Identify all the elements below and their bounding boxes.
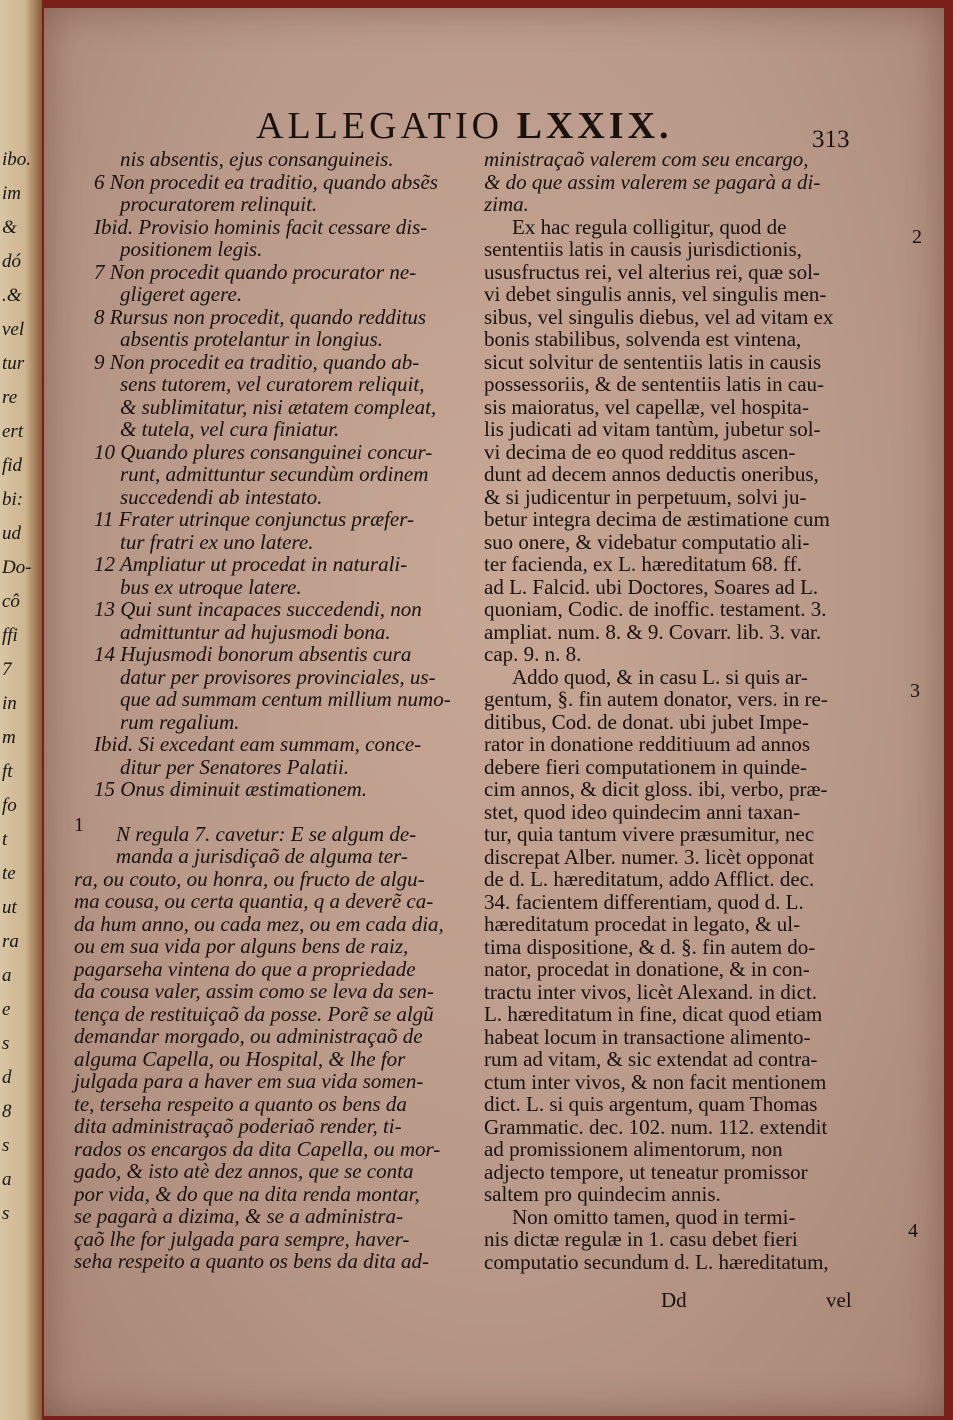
margin-number-3: 3 (910, 680, 920, 702)
text-line: L. hæreditatum in fine, dicat quod etiam (484, 1002, 823, 1026)
text-line: de d. L. hæreditatum, addo Afflict. dec. (484, 867, 815, 891)
left-column (74, 148, 474, 1273)
text-line: que ad summam centum millium numo- (120, 687, 451, 711)
text-line (74, 801, 474, 823)
page-number: 313 (812, 126, 850, 153)
text-line: Addo quod, & in casu L. si quis ar- (512, 664, 808, 689)
text-line: saltem pro quindecim annis. (484, 1182, 721, 1206)
text-line: da hum anno, ou cada mez, ou em cada dia, (74, 911, 444, 936)
text-line: discrepat Alber. numer. 3. licèt opponat (484, 844, 815, 869)
text-line: suo onere, & videbatur computatio ali- (484, 529, 810, 554)
text-line: se pagarà a dizima, & se a administra- (74, 1204, 404, 1228)
gutter-fragment: s (2, 1135, 10, 1156)
text-line: rator in donatione redditiuum ad annos (484, 732, 811, 756)
text-line: N regula 7. cavetur: E se algum de- (116, 821, 417, 846)
text-line: te, terseha respeito a quanto os bens da (74, 1091, 407, 1116)
text-line: cap. 9. n. 8. (484, 642, 582, 666)
gutter-fragment: ibo. (2, 149, 32, 170)
gutter-fragment: te (2, 863, 16, 884)
text-line: admittuntur ad hujusmodi bona. (120, 619, 391, 644)
margin-number-4: 4 (908, 1220, 918, 1242)
gutter-fragment: bi: (2, 489, 24, 510)
text-line: vi decima de eo quod redditus ascen- (484, 439, 796, 464)
gutter-fragment: cô (2, 591, 20, 612)
text-line: tima dispositione, & d. §. fin autem do- (484, 934, 816, 959)
text-line: lis judicati ad vitam tantùm, jubetur sol- (484, 417, 821, 441)
gutter-fragment: fo (2, 795, 17, 816)
text-line: cim annos, & dicit gloss. ibi, verbo, præ- (484, 777, 828, 801)
gutter-fragment: & (2, 217, 17, 238)
text-line: Non omitto tamen, quod in termi- (512, 1204, 796, 1229)
gutter-fragment: s (2, 1203, 10, 1224)
text-line: computatio secundum d. L. hæreditatum, (484, 1249, 829, 1274)
gutter-fragment: s (2, 1033, 10, 1054)
text-line: & sublimitatur, nisi ætatem compleat, (120, 394, 437, 419)
text-line: sententiis latis in causis jurisdictionis, (484, 237, 802, 261)
text-line: positionem legis. (120, 237, 263, 261)
text-line: 15 Onus diminuit æstimationem. (94, 777, 368, 801)
margin-number-1: 1 (74, 814, 84, 836)
text-line: alguma Capella, ou Hospital, & lhe for (74, 1046, 406, 1071)
catchword: vel (826, 1288, 852, 1312)
text-line: debere fieri computationem in quinde- (484, 754, 808, 779)
text-line: demandar morgado, ou administraçaõ de (74, 1024, 423, 1048)
gutter-fragment: a (2, 1169, 12, 1190)
text-line: por vida, & do que na dita renda montar, (74, 1181, 420, 1206)
text-line: 12 Ampliatur ut procedat in naturali- (94, 552, 408, 576)
text-line: vi debet singulis annis, vel singulis men- (484, 282, 827, 306)
text-line: ad promissionem alimentorum, non (484, 1137, 783, 1161)
text-line: ma cousa, ou certa quantia, q a deverẽ ca- (74, 889, 434, 913)
text-line: tur, quia tantum vivere præsumitur, nec (484, 822, 815, 846)
text-line: 34. facientem differentiam, quod d. L. (484, 889, 804, 914)
gutter-fragment: .& (2, 285, 22, 306)
gutter-fragment: ert (2, 421, 24, 442)
text-line: sicut solvitur de sententiis latis in causis (484, 349, 822, 374)
facing-page-edge (0, 0, 42, 1420)
page-title (256, 104, 673, 148)
gutter-fragment: t (2, 829, 8, 850)
gutter-fragment: im (2, 183, 21, 204)
gutter-fragment: vel (2, 319, 25, 340)
gutter-fragment: 8 (2, 1101, 12, 1122)
text-line: procuratorem relinquit. (120, 192, 318, 216)
text-line: tractu inter vivos, licèt Alexand. in dict. (484, 979, 817, 1004)
text-line: pagarseha vintena do que a propriedade (74, 956, 416, 981)
text-line: ter facienda, ex L. hæreditatum 68. ff. (484, 552, 802, 576)
gutter-fragment: d (2, 1067, 12, 1088)
text-line: ampliat. num. 8. & 9. Covarr. lib. 3. var. (484, 619, 822, 644)
text-line: habeat locum in transactione alimento- (484, 1024, 811, 1049)
text-line: rum regalium. (120, 709, 240, 734)
gutter-fragment: re (2, 387, 18, 408)
text-line: hæreditatum procedat in legato, & ul- (484, 912, 801, 936)
gutter-fragment: fid (2, 455, 23, 476)
text-line: ad L. Falcid. ubi Doctores, Soares ad L. (484, 574, 819, 599)
page-footer (44, 1288, 944, 1318)
text-line: & si judicentur in perpetuum, solvi ju- (484, 484, 807, 509)
text-line: dita administraçaõ poderiaõ render, ti- (74, 1114, 402, 1138)
text-line: 9 Non procedit ea traditio, quando ab- (94, 349, 420, 374)
text-line: 6 Non procedit ea traditio, quando absẽs (94, 169, 438, 194)
gutter-fragment: in (2, 693, 17, 714)
text-line: bonis stabilibus, solvenda est vintena, (484, 327, 802, 351)
text-line: & tutela, vel cura finiatur. (120, 417, 340, 441)
text-line: 7 Non procedit quando procurator ne- (94, 259, 417, 284)
gutter-fragment: 7 (2, 659, 12, 680)
text-line: da cousa valer, assim como se leva da sen- (74, 979, 434, 1003)
text-line: çaõ lhe for julgada para sempre, haver- (74, 1226, 410, 1251)
text-line: Ex hac regula colligitur, quod de (512, 214, 787, 239)
text-line: ministraçaõ valerem com seu encargo, (484, 147, 809, 171)
text-line: ditur per Senatores Palatii. (120, 754, 350, 779)
book-page (44, 8, 944, 1416)
text-line: 13 Qui sunt incapaces succedendi, non (94, 597, 422, 621)
gutter-fragment: e (2, 999, 11, 1020)
text-line: seha respeito a quanto os bens da dita ad- (74, 1249, 430, 1273)
title-numeral: LXXIX. (516, 105, 673, 147)
gutter-fragment: ud (2, 523, 21, 544)
text-line: 11 Frater utrinque conjunctus præfer- (94, 507, 414, 531)
text-line: rados os encargos da dita Capella, ou mor- (74, 1136, 441, 1161)
text-line: runt, admittuntur secundùm ordinem (120, 462, 429, 486)
gutter-fragment: Do- (2, 557, 32, 578)
gutter-fragment: ft (2, 761, 13, 782)
text-line: tur fratri ex uno latere. (120, 529, 314, 554)
text-line: 8 Rursus non procedit, quando redditus (94, 304, 427, 329)
gutter-fragment: dó (2, 251, 21, 272)
text-line: ra, ou couto, ou honra, ou fructo de algu- (74, 866, 425, 891)
text-line: succedendi ab intestato. (120, 484, 323, 509)
text-line: Ibid. Provisio hominis facit cessare dis- (94, 214, 428, 239)
text-line: bus ex utroque latere. (120, 574, 302, 599)
text-line: gligeret agere. (120, 282, 243, 306)
text-line: gentum, §. fin autem donator, vers. in re- (484, 687, 828, 711)
text-line: ususfructus rei, vel alterius rei, quæ sol- (484, 259, 820, 284)
text-line: sis maioratus, vel capellæ, vel hospita- (484, 394, 809, 419)
gutter-fragment: ut (2, 897, 17, 918)
text-line: possessoriis, & de sententiis latis in cau- (484, 372, 825, 396)
text-line: 14 Hujusmodi bonorum absentis cura (94, 642, 412, 666)
text-line: nator, procedat in donatione, & in con- (484, 957, 810, 981)
text-line: zima. (484, 192, 529, 216)
text-line: stet, quod ideo quindecim anni taxan- (484, 799, 801, 824)
text-line: dict. L. si quis argentum, quam Thomas (484, 1092, 818, 1116)
text-line: Ibid. Si excedant eam summam, conce- (94, 732, 422, 756)
text-line: datur per provisores provinciales, us- (120, 664, 436, 689)
text-line: sibus, vel singulis diebus, vel ad vitam ex (484, 304, 834, 329)
text-line: tença de restituiçaõ da posse. Porẽ se algũ (74, 1001, 434, 1026)
text-line: quoniam, Codic. de inoffic. testament. 3. (484, 597, 827, 621)
gutter-fragment: a (2, 965, 12, 986)
text-line: & do que assim valerem se pagarà a di- (484, 169, 821, 194)
gutter-fragment: ffi (2, 625, 18, 646)
text-line: ditibus, Cod. de donat. ubi jubet Impe- (484, 709, 809, 734)
text-line: Grammatic. dec. 102. num. 112. extendit (484, 1114, 828, 1139)
text-line: julgada para a haver em sua vida somen- (74, 1069, 424, 1093)
gutter-fragment: m (2, 727, 16, 748)
text-line: nis absentis, ejus consanguineis. (120, 147, 394, 171)
text-line: ctum inter vivos, & non facit mentionem (484, 1069, 827, 1094)
text-line: sens tutorem, vel curatorem reliquit, (120, 372, 425, 396)
gutter-fragment: tur (2, 353, 25, 374)
text-line: betur integra decima de æstimatione cum (484, 507, 830, 531)
text-line: rum ad vitam, & sic extendat ad contra- (484, 1047, 818, 1071)
text-line: manda a jurisdiçaõ de alguma ter- (116, 844, 408, 868)
text-line: ou em sua vida por alguns bens de raiz, (74, 934, 409, 958)
text-line: nis dictæ regulæ in 1. casu debet fieri (484, 1227, 798, 1251)
gutter-fragment: ra (2, 931, 19, 952)
text-line: absentis protelantur in longius. (120, 327, 383, 351)
text-line: gado, & isto atè dez annos, que se conta (74, 1159, 414, 1183)
text-line: dunt ad decem annos deductis oneribus, (484, 462, 819, 486)
title-prefix: ALLEGATIO (256, 105, 504, 147)
margin-number-2: 2 (912, 226, 922, 248)
text-line: 10 Quando plures consanguinei concur- (94, 439, 433, 464)
text-line: adjecto tempore, ut teneatur promissor (484, 1159, 808, 1184)
right-column (484, 148, 899, 1273)
signature-mark: Dd (661, 1288, 687, 1312)
